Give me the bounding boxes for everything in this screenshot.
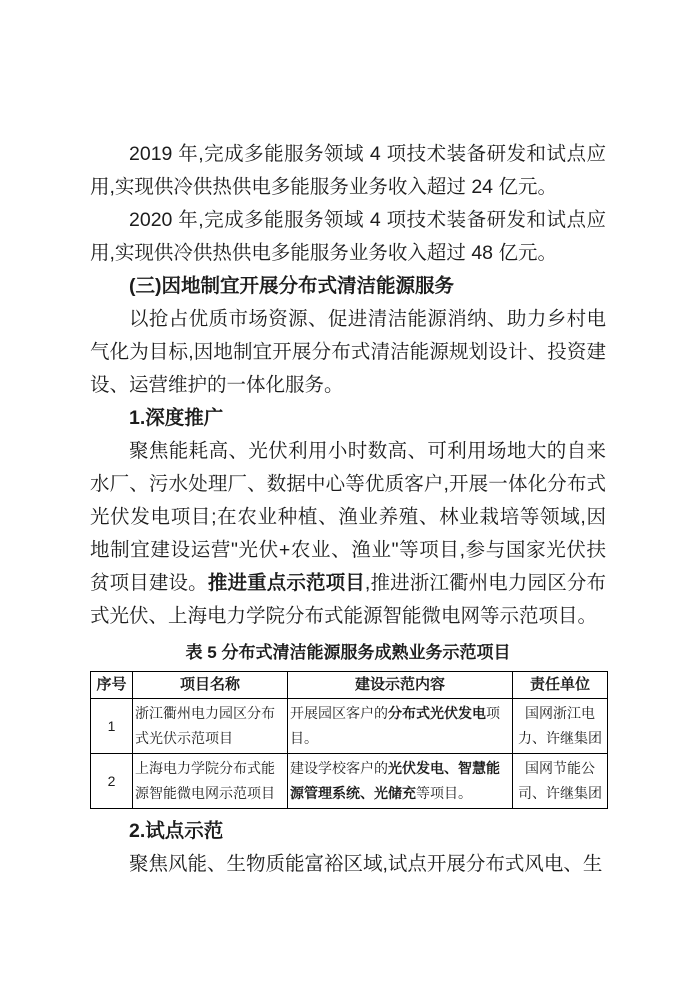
subheading-deep-promotion: 1.深度推广 xyxy=(129,407,224,429)
paragraph-deep-promotion: 聚焦能耗高、光伏利用小时数高、可利用场地大的自来水厂、污水处理厂、数据中心等优质客户,开展一体化分布式光伏发电项目;在农业种植、渔业养殖、林业栽培等领域,因地制宜建设运营"光伏+农业、渔业"等项目,参与国家光伏扶贫项目建设。推进重点示范项目,推进浙江衢州电力园区分布式光伏、上海电力学院分布式能源智能微电网等示范项目。 xyxy=(90,440,606,627)
table-5-title: 表 5 分布式清洁能源服务成熟业务示范项目 xyxy=(185,643,511,662)
table-row xyxy=(91,699,608,754)
header-construction-content: 建设示范内容 xyxy=(288,672,513,699)
paragraph-pilot-demonstration: 聚焦风能、生物质能富裕区域,试点开展分布式风电、生 xyxy=(129,853,603,875)
subheading-pilot-demonstration: 2.试点示范 xyxy=(129,820,224,842)
table-row xyxy=(91,754,608,809)
paragraph-2020-target: 2020 年,完成多能服务领域 4 项技术装备研发和试点应用,实现供冷供热供电多能服务业务收入超过 48 亿元。 xyxy=(90,209,606,264)
header-responsible-unit: 责任单位 xyxy=(513,672,608,699)
row1-responsible-unit: 国网浙江电力、许继集团 xyxy=(513,699,608,754)
header-serial-number: 序号 xyxy=(91,672,133,699)
row2-construction-content: 建设学校客户的光伏发电、智慧能源管理系统、光储充等项目。 xyxy=(288,754,513,809)
paragraph-2019-target: 2019 年,完成多能服务领域 4 项技术装备研发和试点应用,实现供冷供热供电多能服务业务收入超过 24 亿元。 xyxy=(90,143,606,198)
section-heading-3: (三)因地制宜开展分布式清洁能源服务 xyxy=(129,275,454,297)
row2-project-name: 上海电力学院分布式能源智能微电网示范项目 xyxy=(133,754,288,809)
header-project-name: 项目名称 xyxy=(133,672,288,699)
demo-projects-table xyxy=(90,671,608,809)
table-header-row xyxy=(91,672,608,699)
row1-construction-content: 开展园区客户的分布式光伏发电项目。 xyxy=(288,699,513,754)
row2-serial-number: 2 xyxy=(91,754,133,809)
row1-project-name: 浙江衢州电力园区分布式光伏示范项目 xyxy=(133,699,288,754)
document-content xyxy=(90,138,606,881)
paragraph-goal: 以抢占优质市场资源、促进清洁能源消纳、助力乡村电气化为目标,因地制宜开展分布式清洁能源规划设计、投资建设、运营维护的一体化服务。 xyxy=(90,308,606,396)
row2-responsible-unit: 国网节能公司、许继集团 xyxy=(513,754,608,809)
row1-serial-number: 1 xyxy=(91,699,133,754)
